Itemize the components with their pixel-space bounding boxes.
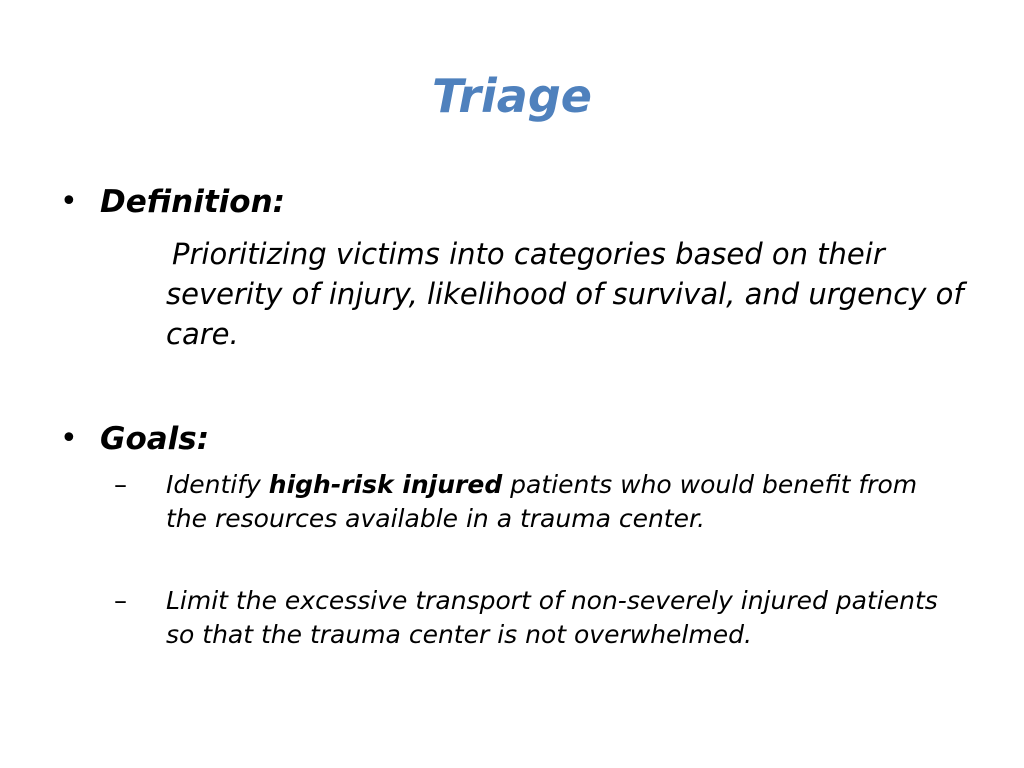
dash-icon: – [114, 586, 127, 616]
goal-item-1-bold: high-risk injured [268, 470, 503, 499]
goal-item-1-prefix: Identify [166, 470, 269, 499]
goal-item-2: Limit the excessive transport of non-severely injured patients so that the trauma center is not overwhelmed. [166, 586, 938, 649]
definition-heading: Definition: [100, 184, 286, 220]
goal-item-1 [166, 468, 966, 536]
definition-text [166, 234, 966, 354]
goals-heading: Goals: [100, 421, 210, 457]
bullet-icon: • [60, 184, 78, 219]
dash-icon: – [114, 470, 127, 500]
slide-title: Triage [432, 69, 592, 123]
bullet-icon: • [60, 421, 78, 456]
goal-item-1-suffix: patients who would benefit from the resources available in a trauma center. [166, 470, 918, 533]
definition-body: Prioritizing victims into categories based on their severity of injury, likelihood of survival, and urgency of care. [166, 237, 964, 351]
